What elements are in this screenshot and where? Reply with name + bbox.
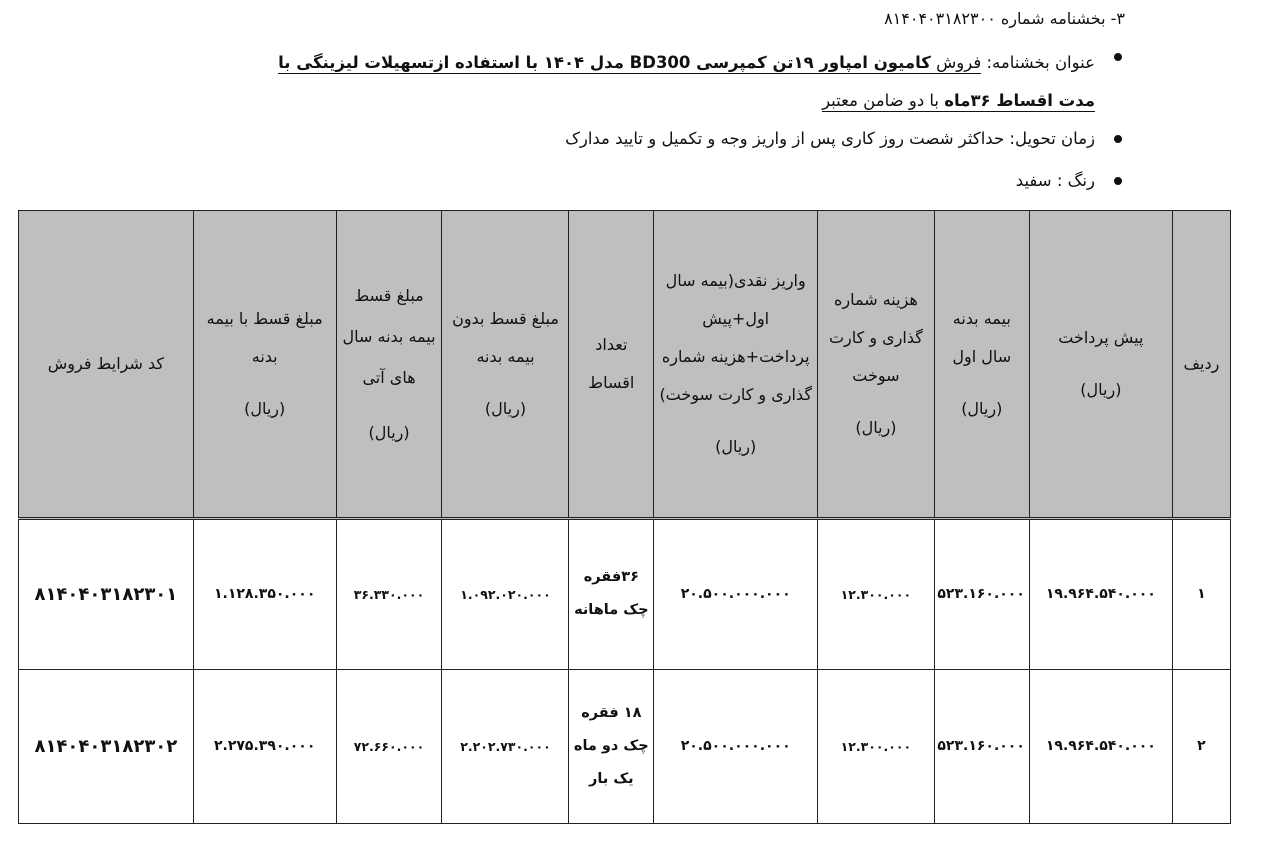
cell-row-number: ۱	[1172, 519, 1230, 670]
heading-prefix: ۳-	[1110, 9, 1125, 28]
cell-insurance: ۵۲۳.۱۶۰.۰۰۰	[934, 669, 1029, 823]
delivery-text: زمان تحویل: حداکثر شصت روز کاری پس از واریز وجه و تکمیل و تایید مدارک	[565, 129, 1095, 148]
color-text: رنگ : سفید	[1015, 171, 1095, 190]
header-prepay: پیش پرداخت (ریال)	[1029, 211, 1172, 519]
table-row	[19, 519, 1231, 670]
cell-prepay: ۱۹.۹۶۴.۵۴۰.۰۰۰	[1029, 669, 1172, 823]
cell-installment-with-insurance: ۲.۲۷۵.۳۹۰.۰۰۰	[193, 669, 336, 823]
bullet-dot	[1114, 53, 1122, 61]
header-plate-cost: هزینه شماره گذاری و کارت سوخت (ریال)	[818, 211, 934, 519]
sale-conditions-table	[18, 210, 1231, 824]
bullet-dot	[1114, 135, 1122, 143]
header-installment-with-insurance: مبلغ قسط با بیمه بدنه (ریال)	[193, 211, 336, 519]
title-underlined	[278, 53, 1095, 112]
cell-plate-cost: ۱۲.۳۰۰.۰۰۰	[818, 519, 934, 670]
cell-installments-count: ۱۸ فقره چک دو ماه یک بار	[569, 669, 654, 823]
bullet-color	[200, 166, 1130, 196]
cell-installment-with-insurance: ۱.۱۲۸.۳۵۰.۰۰۰	[193, 519, 336, 670]
header-cash-deposit: واریز نقدی(بیمه سال اول+پیش پرداخت+هزینه شماره گذاری و کارت سوخت) (ریال)	[654, 211, 818, 519]
cell-insurance: ۵۲۳.۱۶۰.۰۰۰	[934, 519, 1029, 670]
header-row-number: ردیف	[1172, 211, 1230, 519]
heading-label: بخشنامه شماره	[1000, 9, 1106, 28]
cell-installment-future-insurance: ۷۲.۶۶۰.۰۰۰	[336, 669, 442, 823]
cell-cash-deposit: ۲۰.۵۰۰.۰۰۰.۰۰۰	[654, 669, 818, 823]
header-sale-code: کد شرایط فروش	[19, 211, 194, 519]
cell-installment-future-insurance: ۳۶.۳۳۰.۰۰۰	[336, 519, 442, 670]
header-insurance: بیمه بدنه سال اول (ریال)	[934, 211, 1029, 519]
bullet-dot	[1114, 177, 1122, 185]
title-bold-2: مدت اقساط ۳۶ماه	[944, 91, 1095, 110]
table-row	[19, 669, 1231, 823]
cell-installment-no-insurance: ۲.۲۰۲.۷۳۰.۰۰۰	[442, 669, 569, 823]
cell-installment-no-insurance: ۱.۰۹۲.۰۲۰.۰۰۰	[442, 519, 569, 670]
title-bold-1: کامیون امپاور ۱۹تن کمپرسی BD300 مدل ۱۴۰۴ با استفاده ازتسهیلات لیزینگی با	[278, 53, 931, 72]
circular-heading	[425, 6, 1125, 32]
table-header-row	[19, 211, 1231, 519]
bullet-title	[200, 44, 1130, 120]
heading-number: ۸۱۴۰۴۰۳۱۸۲۳۰۰	[884, 9, 996, 28]
cell-sale-code: ۸۱۴۰۴۰۳۱۸۲۳۰۲	[19, 669, 194, 823]
title-tail: با دو ضامن معتبر	[822, 91, 940, 110]
header-installments-count: تعداد اقساط	[569, 211, 654, 519]
title-label: عنوان بخشنامه:	[986, 53, 1095, 72]
header-installment-future-insurance: مبلغ قسط بیمه بدنه سال های آتی (ریال)	[336, 211, 442, 519]
title-sell: فروش	[936, 53, 982, 72]
cell-plate-cost: ۱۲.۳۰۰.۰۰۰	[818, 669, 934, 823]
cell-installments-count: ۳۶فقره چک ماهانه	[569, 519, 654, 670]
cell-row-number: ۲	[1172, 669, 1230, 823]
header-installment-no-insurance: مبلغ قسط بدون بیمه بدنه (ریال)	[442, 211, 569, 519]
cell-prepay: ۱۹.۹۶۴.۵۴۰.۰۰۰	[1029, 519, 1172, 670]
cell-cash-deposit: ۲۰.۵۰۰.۰۰۰.۰۰۰	[654, 519, 818, 670]
circular-bullets	[200, 44, 1130, 196]
cell-sale-code: ۸۱۴۰۴۰۳۱۸۲۳۰۱	[19, 519, 194, 670]
bullet-delivery	[200, 124, 1130, 154]
